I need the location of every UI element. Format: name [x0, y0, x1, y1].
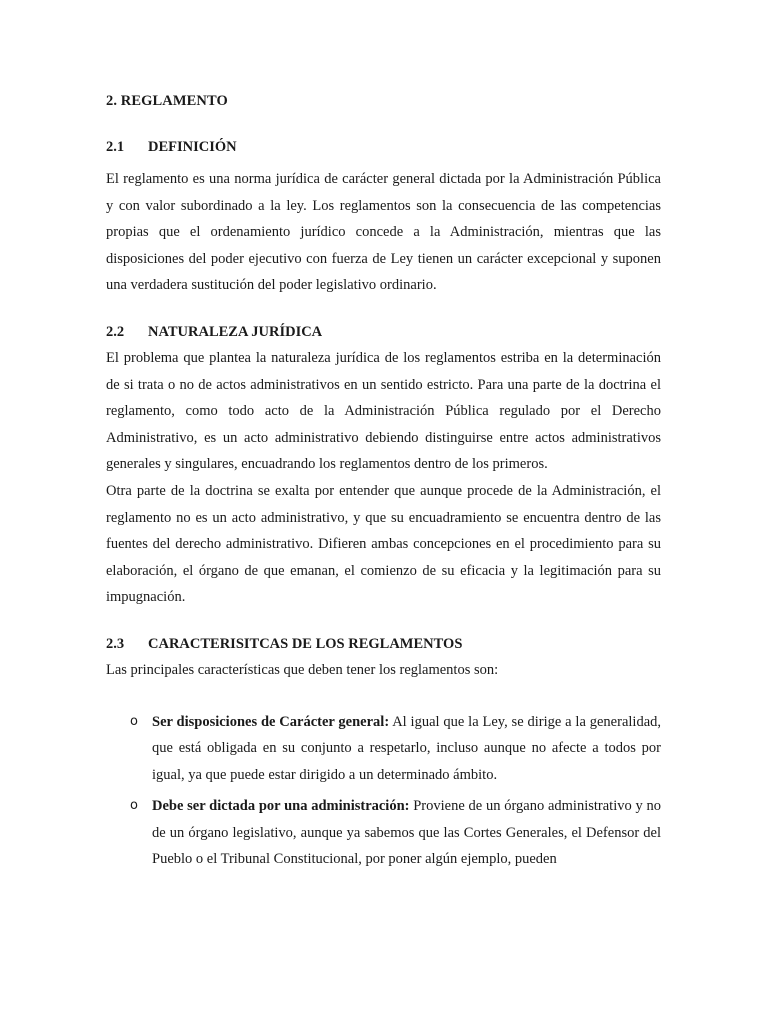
paragraph: Otra parte de la doctrina se exalta por entender que aunque procede de la Administración, el reglamento no es un acto administrativo, y que su encuadramiento se encuentra dentro de las fuentes del derecho administrativo. Difieren ambas concepciones en el procedimiento para su elaboración, el órgano de que emanan, el comienzo de su eficacia y la legitimación para su impugnación. [106, 482, 661, 606]
section-title: NATURALEZA JURÍDICA [148, 323, 323, 340]
list-item-body: Proviene de un órgano administrativo y no de un órgano legislativo, aunque ya sabemos que las Cortes Generales, el Defensor del Pueblo o el Tribunal Constitucional, por poner algún ejemplo, pueden [152, 798, 661, 868]
section-heading-caracteristicas [106, 631, 661, 657]
section-number: 2.3 [106, 635, 125, 652]
section-heading-naturaleza [106, 319, 661, 345]
section-title: DEFINICIÓN [148, 139, 237, 155]
list-item [106, 709, 661, 789]
characteristics-list [106, 709, 661, 874]
section-number: 2.1 [106, 139, 125, 155]
document-page [106, 88, 661, 878]
section-number: 2.2 [106, 323, 125, 340]
bullet-icon: o [130, 798, 138, 814]
bullet-icon: o [130, 713, 138, 729]
list-item-lead: Debe ser dictada por una administración: [152, 798, 410, 815]
list-item [106, 793, 661, 873]
section-heading-definicion [106, 134, 661, 160]
list-item-text [152, 793, 661, 873]
list-item-body: Al igual que la Ley, se dirige a la generalidad, que está obligada en su conjunto a respetarlo, incluso aunque no afecte a todos por igual, ya que puede estar dirigido a un determinado ámbito. [152, 713, 662, 783]
paragraph: El reglamento es una norma jurídica de carácter general dictada por la Administración Pública y con valor subordinado a la ley. Los reglamentos son la consecuencia de las competencias propias que el ordenamiento jurídico concede a la Administración, mientras que las disposiciones del poder ejecutivo con fuerza de Ley tienen un carácter excepcional y suponen una verdadera sustitución del poder legislativo ordinario. [106, 171, 661, 294]
section-intro: Las principales características que deben tener los reglamentos son: [106, 661, 499, 678]
list-item-lead: Ser disposiciones de Carácter general: [152, 713, 390, 730]
document-title: 2. REGLAMENTO [106, 93, 228, 109]
list-item-text [152, 709, 661, 789]
paragraph: El problema que plantea la naturaleza jurídica de los reglamentos estriba en la determinación de si trata o no de actos administrativos en un sentido estricto. Para una parte de la doctrina el reglamento, como todo acto de la Administración Pública regulado por el Derecho Administrativo, es un acto administrativo debiendo distinguirse entre actos administrativos generales y singulares, encuadrando los reglamentos dentro de los primeros. [106, 349, 661, 473]
section-title: CARACTERISITCAS DE LOS REGLAMENTOS [148, 635, 463, 652]
